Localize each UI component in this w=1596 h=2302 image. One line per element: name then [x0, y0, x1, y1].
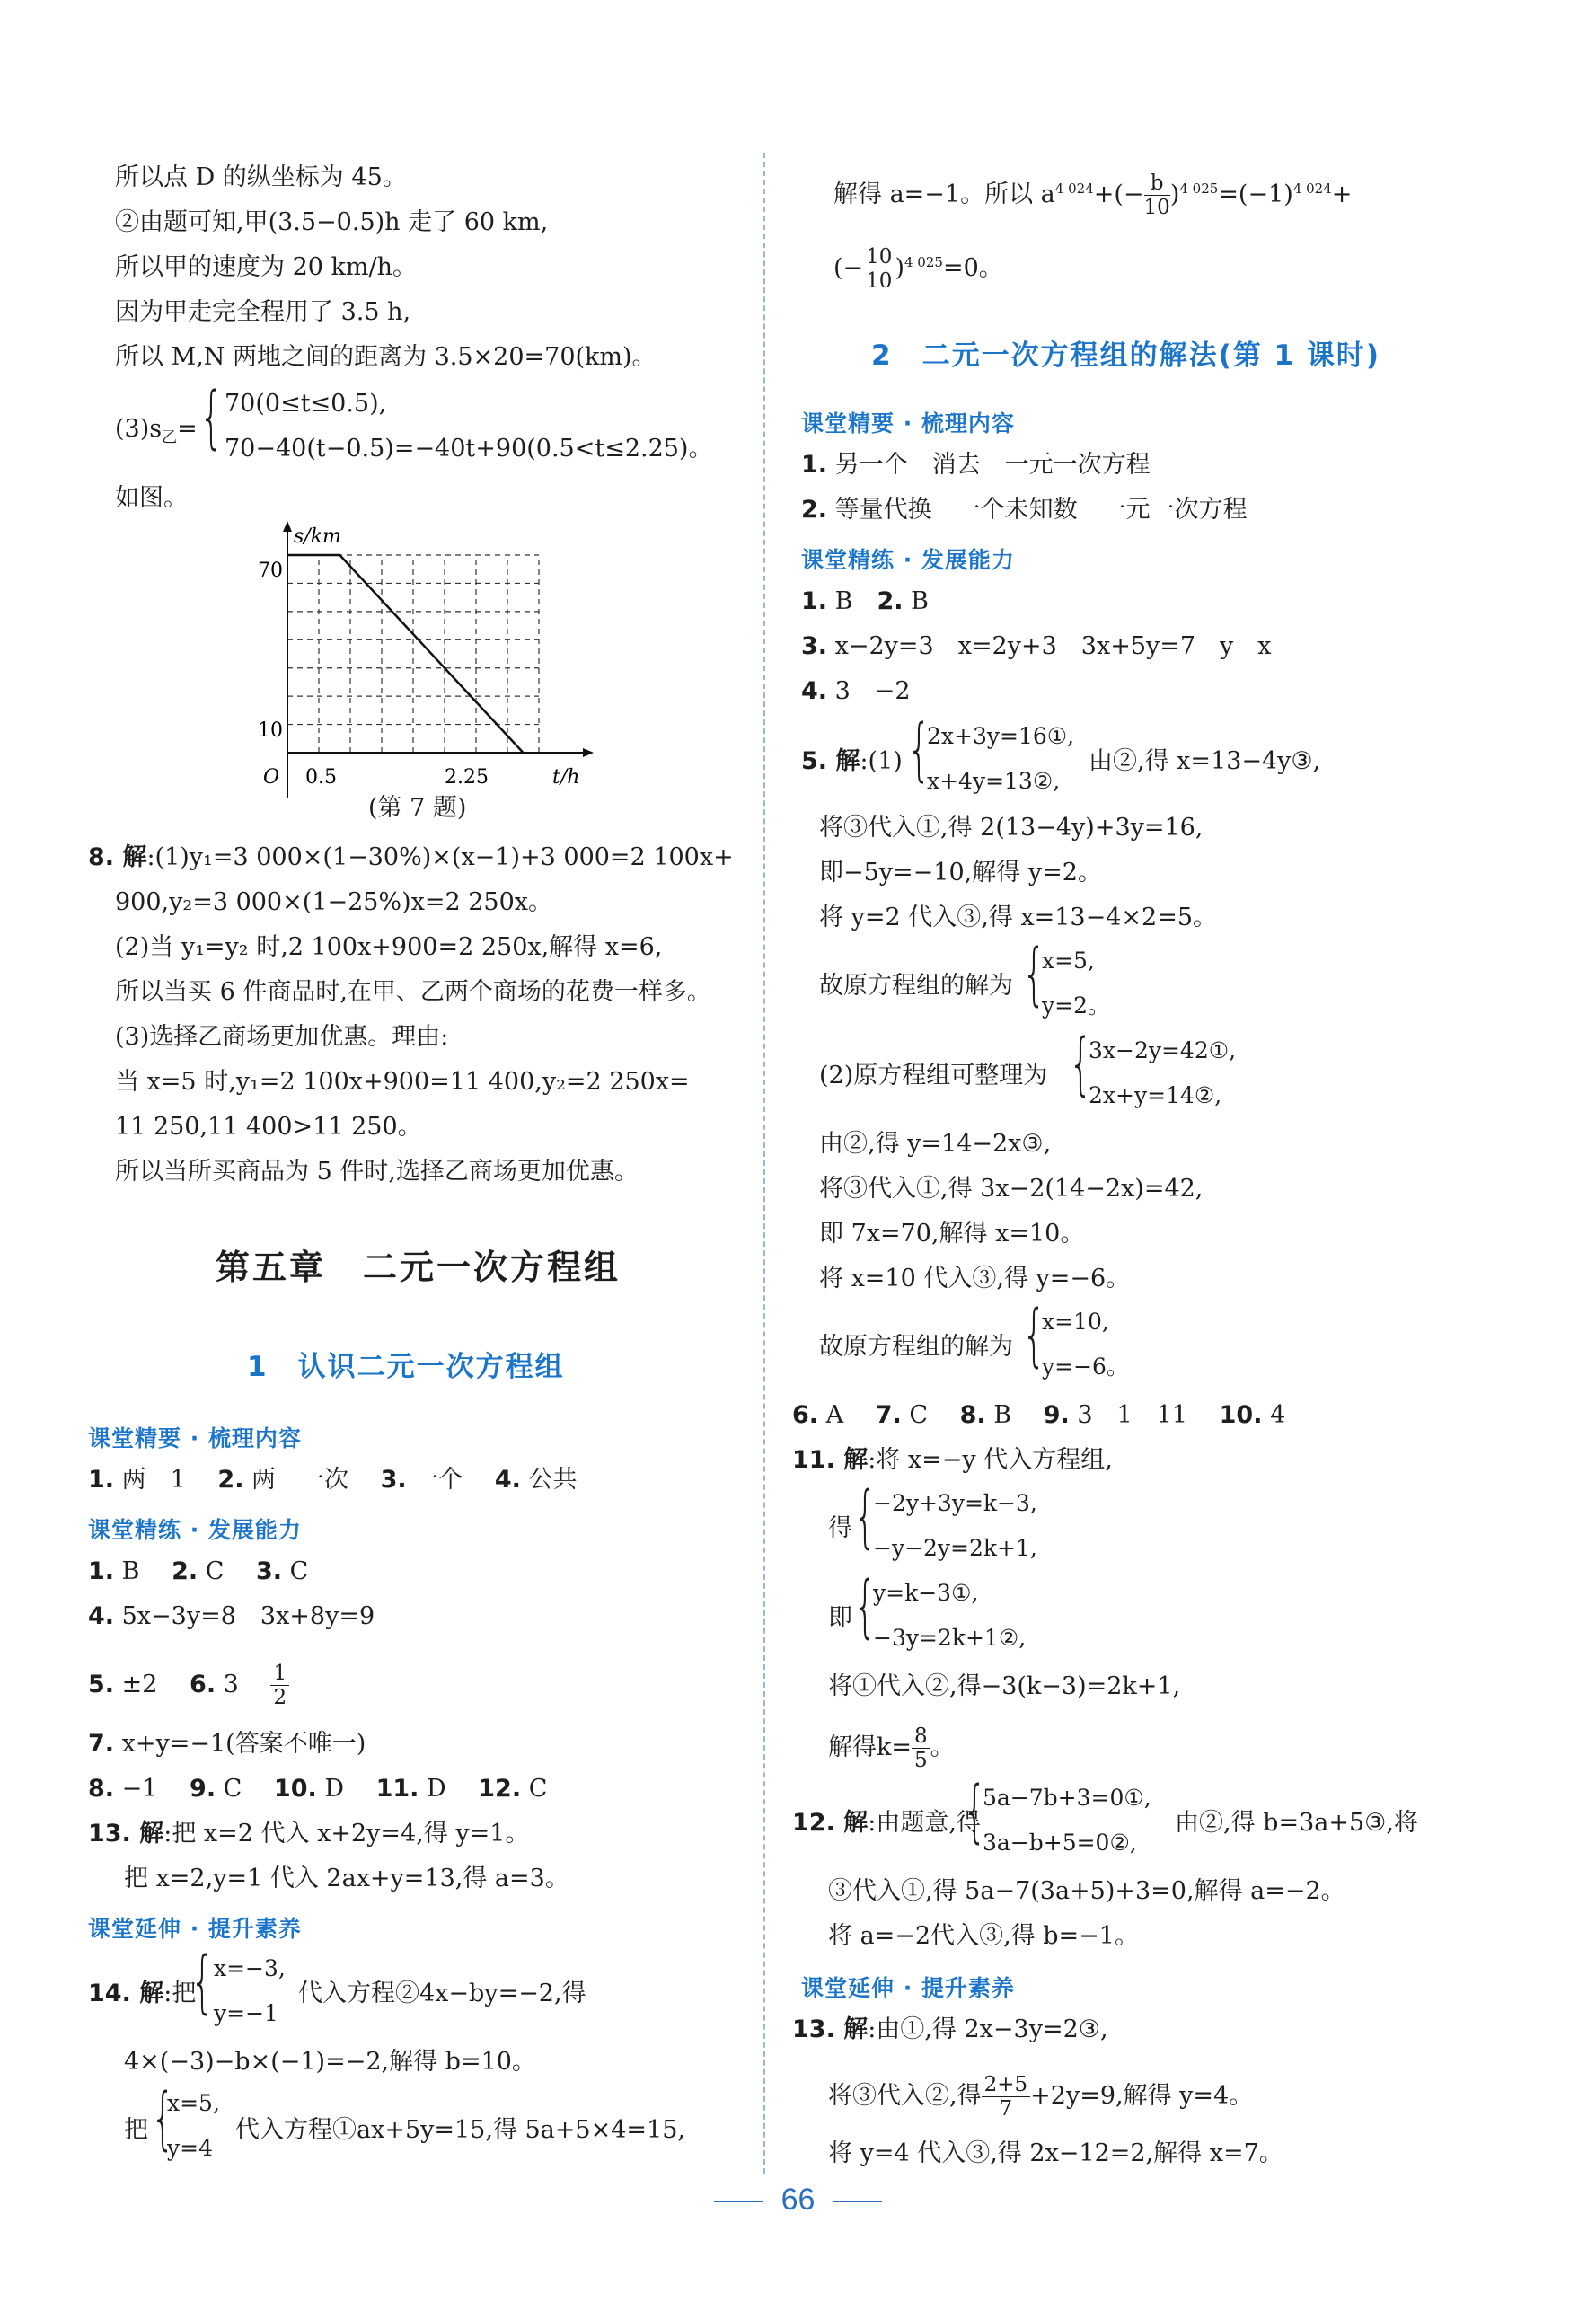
case-line: x=5,	[1042, 948, 1095, 974]
case-line: y=4	[167, 2135, 213, 2161]
case-line: y=−1	[214, 2000, 278, 2026]
brace: {	[1022, 1294, 1046, 1374]
text-line: (2)原方程组可整理为	[819, 1062, 1048, 1089]
brace: {	[1069, 1023, 1093, 1103]
distance-time-graph	[256, 521, 615, 826]
text-line: 如图。	[115, 484, 188, 512]
text-line: ②由题可知,甲(3.5−0.5)h 走了 60 km,	[115, 208, 549, 236]
text-line: 即	[828, 1604, 852, 1632]
brace: {	[190, 1941, 215, 2021]
text-line: 得	[828, 1514, 852, 1542]
q8-line: 8. 解:(1)y₁=3 000×(1−30%)×(x−1)+3 000=2 100x+	[88, 843, 734, 871]
case-line: 70(0≤t≤0.5),	[225, 390, 387, 418]
text-line: 将 y=4 代入③,得 2x−12=2,解得 x=7。	[828, 2139, 1283, 2167]
case-line: 2x+3y=16①,	[927, 723, 1075, 749]
brace: {	[853, 1476, 877, 1556]
brace: {	[963, 1770, 987, 1850]
answer-line: 2. 等量代换 一个未知数 一元一次方程	[801, 496, 1248, 524]
brace: {	[907, 709, 931, 789]
text-line: 所以当买 6 件商品时,在甲、乙两个商场的花费一样多。	[115, 978, 711, 1006]
series-line-s-yi	[287, 555, 524, 753]
text-line: 4×(−3)−b×(−1)=−2,解得 b=10。	[124, 2048, 536, 2076]
text-line: 将 x=10 代入③,得 y=−6。	[819, 1265, 1131, 1292]
origin-label: O	[263, 766, 280, 789]
text-line: 所以甲的速度为 20 km/h。	[115, 253, 417, 281]
fraction: $\frac{1}{2}$	[270, 1662, 289, 1709]
text-line: 把	[124, 2116, 148, 2144]
lesson-title: 1 认识二元一次方程组	[247, 1351, 565, 1383]
right-column	[772, 0, 1581, 2192]
text-line: (3)选择乙商场更加优惠。理由:	[115, 1023, 449, 1051]
text-line: 将③代入①,得 2(13−4y)+3y=16,	[819, 814, 1204, 842]
text-line: 即−5y=−10,解得 y=2。	[819, 859, 1102, 886]
figure-caption: (第 7 题)	[368, 794, 467, 822]
brace: {	[853, 1566, 877, 1645]
column-divider	[763, 153, 765, 2174]
text-line: (2)当 y₁=y₂ 时,2 100x+900=2 250x,解得 x=6,	[115, 933, 663, 961]
answer-line: 12. 解:由题意,得	[792, 1809, 981, 1837]
answer-line: 4. 3 −2	[801, 677, 911, 705]
answer-line: 7. x+y=−1(答案不唯一)	[88, 1730, 366, 1758]
case-line: y=k−3①,	[873, 1580, 979, 1606]
text-line: 由②,得 x=13−4y③,	[1089, 747, 1321, 775]
text-line: 把 x=2,y=1 代入 2ax+y=13,得 a=3。	[124, 1865, 569, 1892]
brace: {	[199, 376, 224, 456]
answer-line: 5. ±2 6. 3 $\frac{1}{2}$	[88, 1662, 289, 1709]
answer-line: 13. 解:把 x=2 代入 x+2y=4,得 y=1。	[88, 1820, 530, 1848]
left-column	[0, 0, 759, 2192]
text-line: 将③代入①,得 3x−2(14−2x)=42,	[819, 1175, 1204, 1203]
text-line: 即 7x=70,解得 x=10。	[819, 1220, 1085, 1248]
answer-line: 13. 解:由①,得 2x−3y=2③,	[792, 2015, 1108, 2043]
text-line: 解得k= $\frac{8}{5}$ 。	[828, 1724, 955, 1772]
answer-line: 8. −1 9. C 10. D 11. D 12. C	[88, 1775, 548, 1803]
y-axis-label: s/km	[294, 525, 341, 548]
lesson-title: 2 二元一次方程组的解法(第 1 课时)	[871, 340, 1381, 372]
text-line: 将③代入②,得 $\frac{2+5}{7}$ +2y=9,解得 y=4。	[828, 2073, 1254, 2121]
case-line: x=5,	[167, 2090, 220, 2116]
answer-line: 5. 解:(1)	[801, 747, 903, 775]
text-line: 因为甲走完全程用了 3.5 h,	[115, 298, 411, 326]
grid-lines	[287, 555, 539, 753]
text-line: 由②,得 b=3a+5③,将	[1175, 1809, 1418, 1837]
case-line: x=−3,	[214, 1955, 286, 1981]
text-line: 900,y₂=3 000×(1−25%)x=2 250x。	[115, 888, 552, 916]
case-line: y=2。	[1042, 992, 1110, 1019]
y-tick-label: 10	[258, 719, 283, 742]
section-heading: 课堂精练 · 发展能力	[88, 1517, 302, 1543]
text-line: 将①代入②,得−3(k−3)=2k+1,	[828, 1672, 1181, 1700]
text-line: 解得 a=−1。所以 $a^{4 024}+(-$ $\frac{b}{10}$ )$^{4 025}=(-1)^{4 024}+$	[833, 172, 1353, 219]
section-heading: 课堂延伸 · 提升素养	[801, 1975, 1015, 2001]
text-line: 将 y=2 代入③,得 x=13−4×2=5。	[819, 904, 1217, 931]
x-tick-label: 0.5	[305, 766, 337, 789]
answer-line: 6. A 7. C 8. B 9. 3 1 11 10. 4	[792, 1401, 1286, 1429]
text-line: 代入方程①ax+5y=15,得 5a+5×4=15,	[235, 2116, 685, 2144]
case-line: −3y=2k+1②,	[873, 1625, 1027, 1651]
page-number: 66	[780, 2183, 816, 2217]
brace: {	[1022, 933, 1046, 1013]
x-axis-arrow	[583, 748, 594, 757]
chapter-title: 第五章 二元一次方程组	[216, 1247, 622, 1287]
answer-line: 1. 两 1 2. 两 一次 3. 一个 4. 公共	[88, 1466, 578, 1494]
text-line: 故原方程组的解为	[819, 972, 1013, 1000]
section-heading: 课堂精要 · 梳理内容	[88, 1425, 302, 1451]
text-line: 当 x=5 时,y₁=2 100x+900=11 400,y₂=2 250x=	[115, 1068, 690, 1096]
section-heading: 课堂延伸 · 提升素养	[88, 1916, 302, 1942]
case-line: 3a−b+5=0②,	[983, 1830, 1137, 1856]
section-heading: 课堂精要 · 梳理内容	[801, 410, 1015, 437]
y-axis-arrow	[283, 521, 292, 532]
text-line: 故原方程组的解为	[819, 1333, 1013, 1361]
answer-line: 14. 解:把	[88, 1980, 197, 2007]
y-tick-label: 70	[258, 560, 283, 582]
text-line: ③代入①,得 5a−7(3a+5)+3=0,解得 a=−2。	[828, 1877, 1345, 1905]
case-line: y=−6。	[1042, 1354, 1129, 1380]
answer-line: 3. x−2y=3 x=2y+3 3x+5y=7 y x	[801, 632, 1272, 660]
text-line: 所以当所买商品为 5 件时,选择乙商场更加优惠。	[115, 1158, 639, 1186]
footer-dash	[833, 2201, 882, 2202]
answer-line: 1. B 2. C 3. C	[88, 1557, 309, 1585]
case-line: 5a−7b+3=0①,	[983, 1785, 1151, 1811]
case-line: x=10,	[1042, 1309, 1109, 1335]
text-line: (− $\frac{10}{10}$ )$^{4 025}$=0。	[833, 245, 1003, 293]
text-line: 代入方程②4x−by=−2,得	[298, 1980, 586, 2007]
x-axis-label: t/h	[552, 766, 580, 789]
case-line: −y−2y=2k+1,	[873, 1535, 1037, 1561]
case-line: x+4y=13②,	[927, 768, 1061, 794]
q3-label: $(3)s_乙=$	[115, 415, 198, 447]
answer-line: 4. 5x−3y=8 3x+8y=9	[88, 1602, 375, 1630]
x-tick-label: 2.25	[445, 766, 489, 789]
answer-line: 1. 另一个 消去 一元一次方程	[801, 451, 1151, 479]
page-footer	[0, 2183, 1596, 2218]
section-heading: 课堂精练 · 发展能力	[801, 547, 1015, 573]
case-line: −2y+3y=k−3,	[873, 1490, 1037, 1516]
text-line: 由②,得 y=14−2x③,	[819, 1130, 1052, 1158]
text-line: 所以点 D 的纵坐标为 45。	[115, 163, 407, 191]
case-line: 70−40(t−0.5)=−40t+90(0.5<t≤2.25)。	[225, 435, 713, 463]
text-line: 11 250,11 400>11 250。	[115, 1113, 422, 1141]
case-line: 3x−2y=42①,	[1089, 1037, 1237, 1063]
case-line: 2x+y=14②,	[1089, 1082, 1222, 1108]
answer-line: 1. B 2. B	[801, 587, 929, 615]
text-line: 所以 M,N 两地之间的距离为 3.5×20=70(km)。	[115, 343, 657, 371]
answer-line: 11. 解:将 x=−y 代入方程组,	[792, 1446, 1113, 1474]
text-line: 将 a=−2代入③,得 b=−1。	[828, 1922, 1139, 1950]
footer-dash	[714, 2201, 763, 2202]
brace: {	[151, 2077, 175, 2157]
